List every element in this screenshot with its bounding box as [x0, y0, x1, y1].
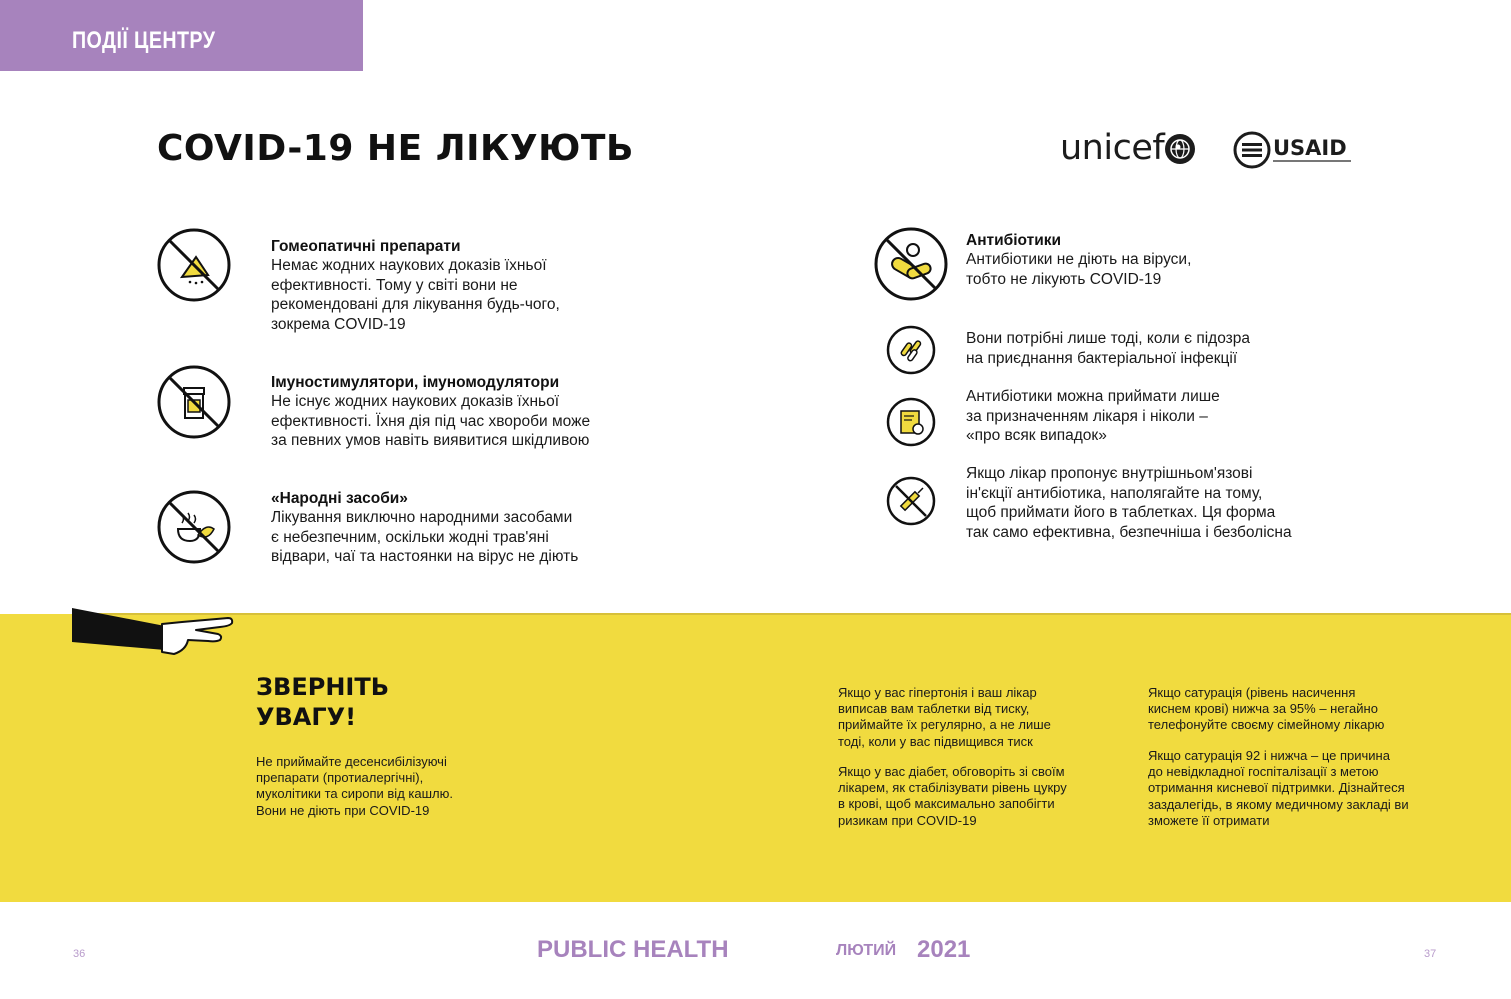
item-line: за певних умов навіть виявитися шкідливою: [271, 432, 590, 449]
item-line: «про всяк випадок»: [966, 427, 1107, 444]
attention-heading: [256, 672, 389, 732]
item-line: Антибіотики можна приймати лише: [966, 388, 1220, 405]
paragraph-line: приймайте їх регулярно, а не лише: [838, 717, 1051, 733]
unicef-logo: unicef: [1060, 128, 1165, 168]
section-tab: [0, 0, 363, 71]
no-immunostimulator-icon: [156, 364, 232, 440]
attention-heading-line: УВАГУ!: [256, 703, 357, 731]
item-line: Не існує жодних наукових доказів їхньої: [271, 393, 560, 410]
paragraph-line: Якщо у вас гіпертонія і ваш лікар: [838, 685, 1037, 700]
no-folk-remedies-icon: [156, 489, 232, 565]
paragraph-line: зможете її отримати: [1148, 812, 1270, 828]
item-line: Лікування виключно народними засобами: [271, 509, 573, 526]
immunostimulators-block: [271, 374, 590, 451]
antibiotics-block: [966, 232, 1191, 289]
divider: [72, 613, 1511, 615]
paragraph-line: в крові, щоб максимально запобігти: [838, 796, 1055, 812]
page-number-right: 37: [1424, 948, 1437, 960]
issue-month: ЛЮТИЙ: [836, 942, 897, 959]
saturation-paragraph-1: [1148, 685, 1384, 734]
paragraph-line: до невідкладної госпіталізації з метою: [1148, 764, 1379, 780]
paragraph-line: Якщо сатурація (рівень насичення: [1148, 685, 1356, 700]
item-line: ефективності. Їхня дія під час хвороби може: [271, 412, 591, 430]
item-line: за призначенням лікаря і ніколи –: [966, 407, 1208, 425]
pointing-hand-icon: [70, 604, 235, 664]
attention-line: Не приймайте десенсибілізуючі: [256, 754, 447, 769]
item-line: щоб приймати його в таблетках. Ця форма: [966, 504, 1276, 521]
bacteria-icon: [886, 325, 936, 375]
magazine-name: PUBLIC HEALTH: [537, 936, 729, 963]
item-line: Вони потрібні лише тоді, коли є підозра: [966, 330, 1251, 347]
prescription-icon: [886, 397, 936, 447]
paragraph-line: отримання кисневої підтримки. Дізнайтеся: [1148, 780, 1405, 796]
hypertension-paragraph: [838, 685, 1051, 750]
attention-text: [256, 754, 453, 819]
item-line: ін'єкції антибіотика, наполягайте на тому,: [966, 484, 1263, 502]
item-line: на приєднання бактеріальної інфекції: [966, 349, 1238, 367]
item-line: Антибіотики не діють на віруси,: [966, 251, 1192, 268]
item-line: є небезпечним, оскільки жодні трав'яні: [271, 528, 549, 546]
attention-line: препарати (протиалергічні),: [256, 770, 424, 786]
item-line: рекомендовані для лікування будь-чого,: [271, 296, 560, 313]
folk-remedies-block: [271, 490, 578, 567]
paragraph-line: лікарем, як стабілізувати рівень цукру: [838, 780, 1067, 796]
prescription-block: [966, 387, 1220, 446]
item-line: так само ефективна, безпечніша і безболісна: [966, 523, 1292, 541]
no-homeopathy-icon: [156, 227, 232, 303]
injection-block: [966, 464, 1292, 542]
item-line: Якщо лікар пропонує внутрішньом'язові: [966, 465, 1253, 482]
paragraph-line: Якщо сатурація 92 і нижча – це причина: [1148, 748, 1390, 763]
item-line: зокрема COVID-19: [271, 315, 406, 333]
usaid-logo: [1233, 131, 1355, 169]
diabetes-paragraph: [838, 764, 1067, 829]
paragraph-line: тоді, коли у вас підвищився тиск: [838, 733, 1033, 749]
no-antibiotics-icon: [873, 226, 949, 302]
page-number-left: 36: [73, 948, 86, 960]
item-title: «Народні засоби»: [271, 490, 408, 507]
paragraph-line: заздалегідь, в якому медичному закладі ви: [1148, 796, 1409, 812]
attention-line: муколітики та сиропи від кашлю.: [256, 786, 453, 802]
page-title: COVID-19 НЕ ЛІКУЮТЬ: [157, 128, 634, 169]
attention-line: Вони не діють при COVID-19: [256, 802, 430, 818]
paragraph-line: киснем крові) нижча за 95% – негайно: [1148, 701, 1378, 717]
usaid-wordmark: USAID: [1273, 136, 1347, 160]
paragraph-line: Якщо у вас діабет, обговоріть зі своїм: [838, 764, 1065, 779]
item-line: відвари, чаї та настоянки на вірус не діють: [271, 548, 579, 565]
saturation-paragraph-2: [1148, 748, 1409, 829]
item-title: Імуностимулятори, імуномодулятори: [271, 374, 560, 391]
paragraph-line: ризикам при COVID-19: [838, 812, 977, 828]
paragraph-line: телефонуйте своєму сімейному лікарю: [1148, 717, 1385, 733]
item-line: ефективності. Тому у світі вони не: [271, 276, 518, 294]
item-line: Немає жодних наукових доказів їхньої: [271, 257, 547, 274]
item-line: тобто не лікують COVID-19: [966, 270, 1162, 288]
paragraph-line: виписав вам таблетки від тиску,: [838, 701, 1030, 717]
item-title: Антибіотики: [966, 232, 1062, 249]
homeopathy-block: [271, 238, 560, 334]
item-title: Гомеопатичні препарати: [271, 238, 461, 255]
unicef-globe-icon: [1164, 133, 1196, 165]
bacterial-infection-block: [966, 329, 1250, 368]
attention-heading-line: ЗВЕРНІТЬ: [256, 673, 390, 701]
issue-year: 2021: [917, 936, 971, 963]
section-tab-label: ПОДІЇ ЦЕНТРУ: [72, 27, 216, 54]
no-injection-icon: [886, 476, 936, 526]
